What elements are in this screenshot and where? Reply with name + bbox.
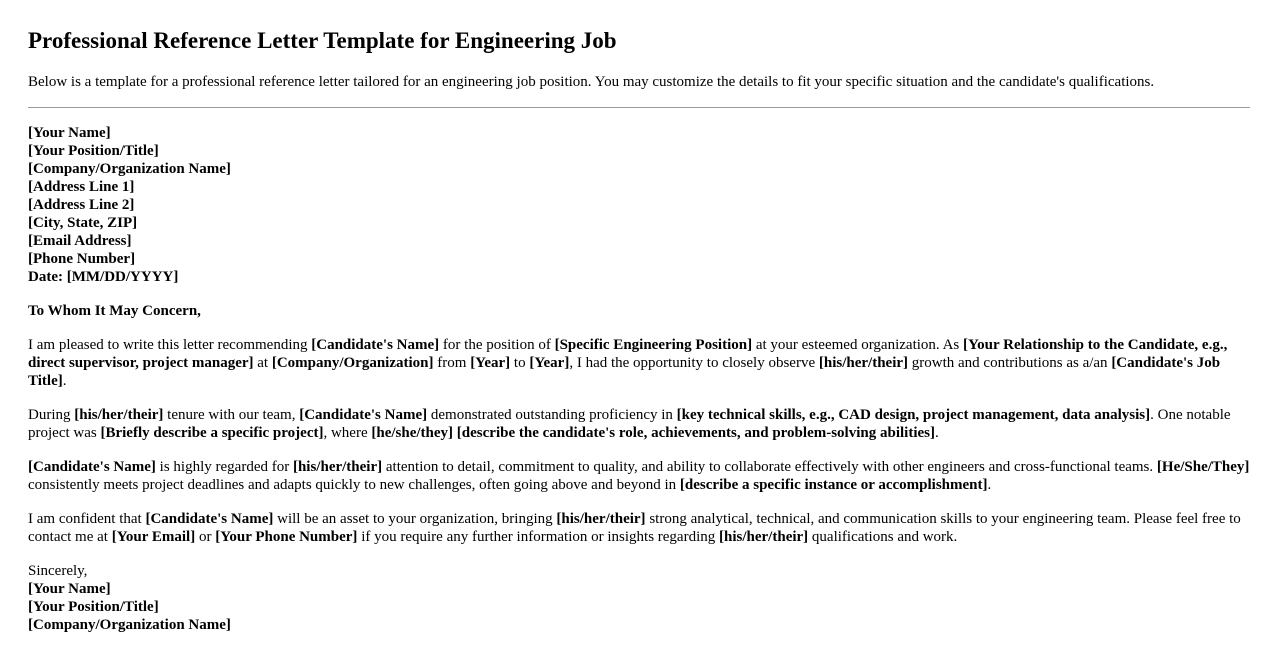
placeholder-field: [Company/Organization] [271,355,434,371]
valediction: Sincerely, [28,563,88,579]
placeholder-field: [Candidate's Name] [311,337,440,353]
placeholder-field: [Candidate's Name] [299,407,428,423]
placeholder-field: [his/her/their] [74,407,164,423]
sender-address-line-1: [Address Line 1] [28,179,135,195]
page-title: Professional Reference Letter Template for Engineering Job [28,28,617,53]
placeholder-field: [his/her/their] [719,529,809,545]
body-text: if you require any further information or insights regarding [357,529,720,545]
body-text: . [62,373,67,389]
letter-date: Date: [MM/DD/YYYY] [28,269,179,285]
body-text: . One notable project was [28,407,1231,441]
body-text: consistently meets project deadlines and adapts quickly to new challenges, often going above and beyond in [28,477,680,493]
body-text: . [987,477,992,493]
placeholder-field: [Year] [529,355,570,371]
placeholder-field: [Your Relationship to the Candidate, e.g., direct supervisor, project manager] [28,337,1228,371]
body-text: at [253,355,272,371]
closing-position: [Your Position/Title] [28,599,159,615]
body-text: strong analytical, technical, and communication skills to your engineering team. Please feel free to contact me at [28,511,1241,545]
placeholder-field: [Year] [470,355,511,371]
body-text: I am confident that [28,511,146,527]
sender-email: [Email Address] [28,233,132,249]
body-text: from [433,355,471,371]
placeholder-field: [he/she/they] [371,425,454,441]
placeholder-field: [Your Email] [111,529,196,545]
body-text: . [934,425,939,441]
placeholder-field: [his/her/their] [556,511,646,527]
body-paragraph [28,336,1250,390]
sender-phone: [Phone Number] [28,251,136,267]
placeholder-field: [Candidate's Name] [28,459,156,475]
body-paragraph [28,406,1250,442]
salutation: To Whom It May Concern, [28,303,201,319]
sender-position: [Your Position/Title] [28,143,159,159]
body-text: , where [323,425,372,441]
closing-company: [Company/Organization Name] [28,617,231,633]
body-paragraph [28,458,1250,494]
body-text: is highly regarded for [155,459,293,475]
placeholder-field: [his/her/their] [292,459,383,475]
placeholder-field: [describe the candidate's role, achievements, and problem-solving abilities] [456,425,935,441]
sender-address-line-2: [Address Line 2] [28,197,135,213]
intro-text: Below is a template for a professional reference letter tailored for an engineering job position. You may customize the details to fit your specific situation and the candidate's qualifications. [28,74,1155,90]
placeholder-field: [key technical skills, e.g., CAD design, project management, data analysis] [676,407,1151,423]
body-text: tenure with our team, [163,407,300,423]
body-text: During [28,407,75,423]
body-paragraph [28,510,1250,546]
sender-city: [City, State, ZIP] [28,215,138,231]
closing-name: [Your Name] [28,581,111,597]
placeholder-field: [Candidate's Job Title] [28,355,1221,389]
body-text: will be an asset to your organization, bringing [273,511,557,527]
placeholder-field: [Briefly describe a specific project] [100,425,324,441]
body-text: , I had the opportunity to closely observe [569,355,819,371]
placeholder-field: [his/her/their] [818,355,909,371]
body-text: or [195,529,216,545]
sender-name: [Your Name] [28,125,111,141]
sender-company: [Company/Organization Name] [28,161,231,177]
body-text: for the position of [439,337,555,353]
closing-block [28,562,1250,634]
placeholder-field: [Your Phone Number] [215,529,358,545]
placeholder-field: [Specific Engineering Position] [554,337,753,353]
body-text: at your esteemed organization. As [752,337,963,353]
placeholder-field: [He/She/They] [1156,459,1250,475]
body-text: demonstrated outstanding proficiency in [427,407,677,423]
body-text: to [510,355,530,371]
body-text: I am pleased to write this letter recommending [28,337,312,353]
placeholder-field: [describe a specific instance or accomplishment] [679,477,988,493]
sender-block [28,124,1250,286]
divider [28,107,1250,108]
body-text: growth and contributions as a/an [908,355,1112,371]
body-text: qualifications and work. [808,529,958,545]
body-text: attention to detail, commitment to quality, and ability to collaborate effectively with other engineers and cross-functional teams. [382,459,1157,475]
placeholder-field: [Candidate's Name] [145,511,274,527]
